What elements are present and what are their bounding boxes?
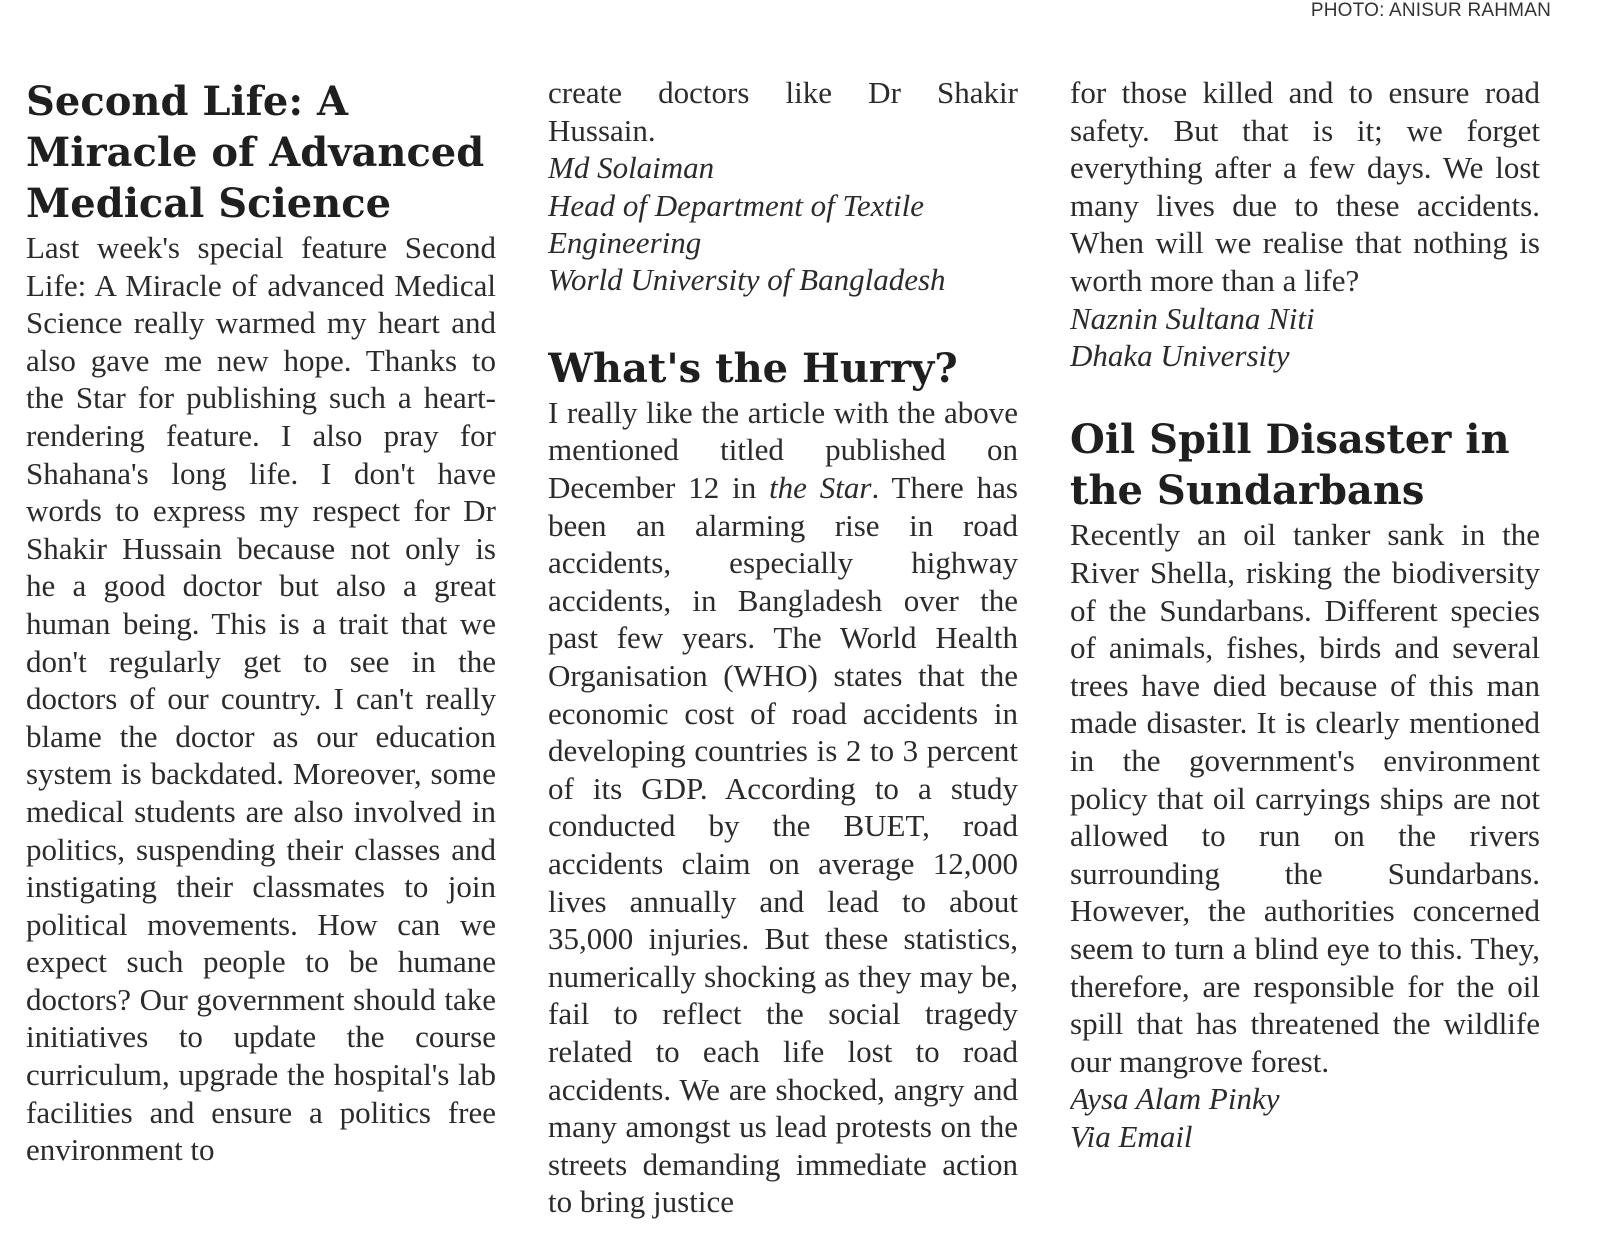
column-2 [548, 74, 1018, 1231]
letter-title-oil-spill: Oil Spill Disaster in the Sundarbans [1070, 416, 1510, 515]
letter-author-solaiman: Md Solaiman [548, 150, 715, 186]
letter-author-niti-affiliation: Dhaka University [1070, 337, 1290, 373]
letter-body-hurry-intro: I really like the article with the above mentioned titled published on December 12 in [548, 394, 1018, 505]
letter-body-second-life-continued: create doctors like Dr Shakir Hussain. [548, 75, 1018, 148]
letter-body-hurry [548, 394, 1018, 1221]
letter-author-affiliation: World University of Bangladesh [548, 262, 946, 298]
column-3 [1070, 74, 1540, 1231]
photo-credit: PHOTO: ANISUR RAHMAN [1310, 0, 1551, 21]
letter-title-hurry: What's the Hurry? [548, 344, 958, 392]
letter-body-hurry-main: . There has been an alarming rise in road accidents, especially highway accidents, in Bangladesh over the past few years. The World Health Organisation (WHO) states that the economic cost of road accidents in developing countries is 2 to 3 percent of its GDP. According to a study conducted by the BUET, road accidents claim on average 12,000 lives annually and lead to about 35,000 injuries. But these statistics, numerically shocking as they may be, fail to reflect the social tragedy related to each life lost to road accidents. We are shocked, angry and many amongst us lead protests on the streets demanding immediate action to bring justice [548, 470, 1018, 1220]
letter-body-oil-spill: Recently an oil tanker sank in the River Shella, risking the biodiversity of the Sundarbans. Different species of animals, fishes, birds and several trees have died because of this man made disaster. It is clearly mentioned in the government's environment policy that oil carryings ships are not allowed to run on the rivers surrounding the Sundarbans. However, the authorities concerned seem to turn a blind eye to this. They, therefore, are responsible for the oil spill that has threatened the wildlife our mangrove forest. [1070, 517, 1540, 1079]
letter-author-pinky: Aysa Alam Pinky [1070, 1081, 1280, 1117]
column-1 [26, 76, 496, 1233]
publication-name: the Star [769, 470, 872, 505]
letter-author-position: Head of Department of Textile Engineering [548, 187, 924, 260]
letter-title-second-life: Second Life: A Miracle of Advanced Medical Science [26, 78, 485, 227]
letter-body-hurry-continued: for those killed and to ensure road safety. But that is it; we forget everything after a few days. We lost many lives due to these accidents. When will we realise that nothing is worth more than a life? [1070, 75, 1540, 298]
letter-author-pinky-affiliation: Via Email [1070, 1118, 1193, 1154]
letter-author-niti: Naznin Sultana Niti [1070, 300, 1315, 336]
letter-body-second-life: Last week's special feature Second Life: A Miracle of advanced Medical Science really warmed my heart and also gave me new hope. Thanks to the Star for publishing such a heart-rendering feature. I also pray for Shahana's long life. I don't have words to express my respect for Dr Shakir Hussain because not only is he a good doctor but also a great human being. This is a trait that we don't regularly get to see in the doctors of our country. I can't really blame the doctor as our education system is backdated. Moreover, some medical students are also involved in politics, suspending their classes and instigating their classmates to join political movements. How can we expect such people to be humane doctors? Our government should take initiatives to update the course curriculum, upgrade the hospital's lab facilities and ensure a politics free environment to [26, 230, 496, 1168]
